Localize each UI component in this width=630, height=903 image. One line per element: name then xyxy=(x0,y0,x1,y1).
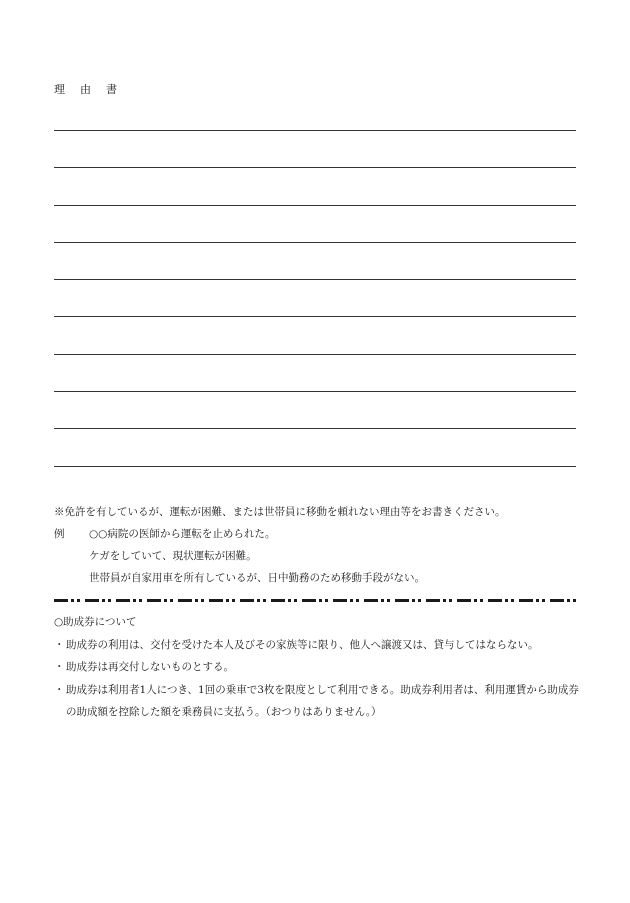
divider-dash xyxy=(240,599,254,602)
divider-dot xyxy=(232,599,235,602)
coupon-section xyxy=(54,611,584,724)
divider-dash xyxy=(426,599,440,602)
coupon-heading: ○助成券について xyxy=(54,616,137,628)
divider-dash xyxy=(395,599,409,602)
divider-dot xyxy=(108,599,111,602)
divider-dot xyxy=(195,599,198,602)
dash-dot-divider xyxy=(54,599,576,605)
divider-dot xyxy=(325,599,328,602)
divider-dash xyxy=(457,599,471,602)
divider-dash xyxy=(116,599,130,602)
divider-dot xyxy=(133,599,136,602)
divider-dot xyxy=(480,599,483,602)
example-item: 世帯員が自家用車を所有しているが、日中勤務のため移動手段がない。 xyxy=(89,572,425,584)
coupon-rule-text: 助成券の利用は、交付を受けた本人及びその家族等に限り、他人へ譲渡又は、貸与してはならない。 xyxy=(66,638,539,651)
coupon-rule xyxy=(54,679,584,724)
coupon-rule-text: 助成券は再交付しないものとする。 xyxy=(66,661,234,673)
example-label: 例 xyxy=(54,528,65,540)
divider-dot xyxy=(474,599,477,602)
divider-dot xyxy=(573,599,576,602)
writing-line[interactable] xyxy=(54,167,576,204)
divider-segment xyxy=(209,599,240,603)
divider-dot xyxy=(164,599,167,602)
coupon-rule-text: 助成券は利用者1人につき、1回の乗車で3枚を限度として利用できる。助成券利用者は、利用運賃から助成券の助成額を控除した額を乗務員に支払う。（おつりはありません。） xyxy=(66,683,579,718)
divider-dash xyxy=(147,599,161,602)
instruction-block xyxy=(54,501,594,589)
divider-dot xyxy=(449,599,452,602)
divider-dot xyxy=(139,599,142,602)
divider-segment xyxy=(395,599,426,603)
divider-segment xyxy=(178,599,209,603)
divider-dot xyxy=(201,599,204,602)
divider-segment xyxy=(457,599,488,603)
divider-dash xyxy=(271,599,285,602)
divider-segment xyxy=(333,599,364,603)
divider-dash xyxy=(85,599,99,602)
writing-line[interactable] xyxy=(54,279,576,316)
writing-lines[interactable] xyxy=(54,130,576,467)
divider-segment xyxy=(240,599,271,603)
divider-dash xyxy=(488,599,502,602)
divider-dash xyxy=(209,599,223,602)
divider-dot xyxy=(387,599,390,602)
writing-line[interactable] xyxy=(54,354,576,391)
divider-dot xyxy=(319,599,322,602)
divider-segment xyxy=(302,599,333,603)
divider-segment xyxy=(54,599,85,603)
divider-dot xyxy=(226,599,229,602)
divider-dash xyxy=(550,599,564,602)
writing-line[interactable] xyxy=(54,391,576,428)
divider-dash xyxy=(333,599,347,602)
divider-dot xyxy=(263,599,266,602)
divider-segment xyxy=(550,599,576,603)
divider-dash xyxy=(178,599,192,602)
writing-line[interactable] xyxy=(54,205,576,242)
example-item: ○○病院の医師から運転を止められた。 xyxy=(89,528,276,540)
divider-dot xyxy=(505,599,508,602)
divider-dot xyxy=(443,599,446,602)
divider-dot xyxy=(567,599,570,602)
writing-line[interactable] xyxy=(54,242,576,279)
writing-line[interactable] xyxy=(54,466,576,467)
divider-dot xyxy=(77,599,80,602)
divider-dot xyxy=(412,599,415,602)
divider-segment xyxy=(147,599,178,603)
divider-dot xyxy=(536,599,539,602)
divider-dot xyxy=(170,599,173,602)
divider-segment xyxy=(85,599,116,603)
divider-dot xyxy=(511,599,514,602)
divider-dot xyxy=(350,599,353,602)
divider-segment xyxy=(364,599,395,603)
divider-dash xyxy=(302,599,316,602)
coupon-rule xyxy=(54,634,584,657)
divider-dot xyxy=(356,599,359,602)
divider-dot xyxy=(542,599,545,602)
reason-title: 理 由 書 xyxy=(54,83,119,96)
divider-segment xyxy=(116,599,147,603)
divider-dot xyxy=(288,599,291,602)
coupon-rule xyxy=(54,656,584,679)
divider-segment xyxy=(426,599,457,603)
divider-dash xyxy=(54,599,68,602)
divider-dot xyxy=(71,599,74,602)
divider-dot xyxy=(102,599,105,602)
divider-segment xyxy=(271,599,302,603)
divider-dot xyxy=(381,599,384,602)
writing-line[interactable] xyxy=(54,316,576,353)
divider-dot xyxy=(294,599,297,602)
writing-line[interactable] xyxy=(54,130,576,167)
divider-segment xyxy=(519,599,550,603)
example-row xyxy=(54,523,594,545)
bullet-mark: ・ xyxy=(54,683,65,696)
bullet-mark: ・ xyxy=(54,638,65,651)
divider-dot xyxy=(418,599,421,602)
instruction-note: ※免許を有しているが、運転が困難、または世帯員に移動を頼れない理由等をお書きください。 xyxy=(54,506,506,518)
example-item: ケガをしていて、現状運転が困難。 xyxy=(89,550,257,562)
divider-dot xyxy=(257,599,260,602)
divider-dash xyxy=(519,599,533,602)
divider-dash xyxy=(364,599,378,602)
bullet-mark: ・ xyxy=(54,661,65,673)
writing-line[interactable] xyxy=(54,428,576,465)
divider-segment xyxy=(488,599,519,603)
